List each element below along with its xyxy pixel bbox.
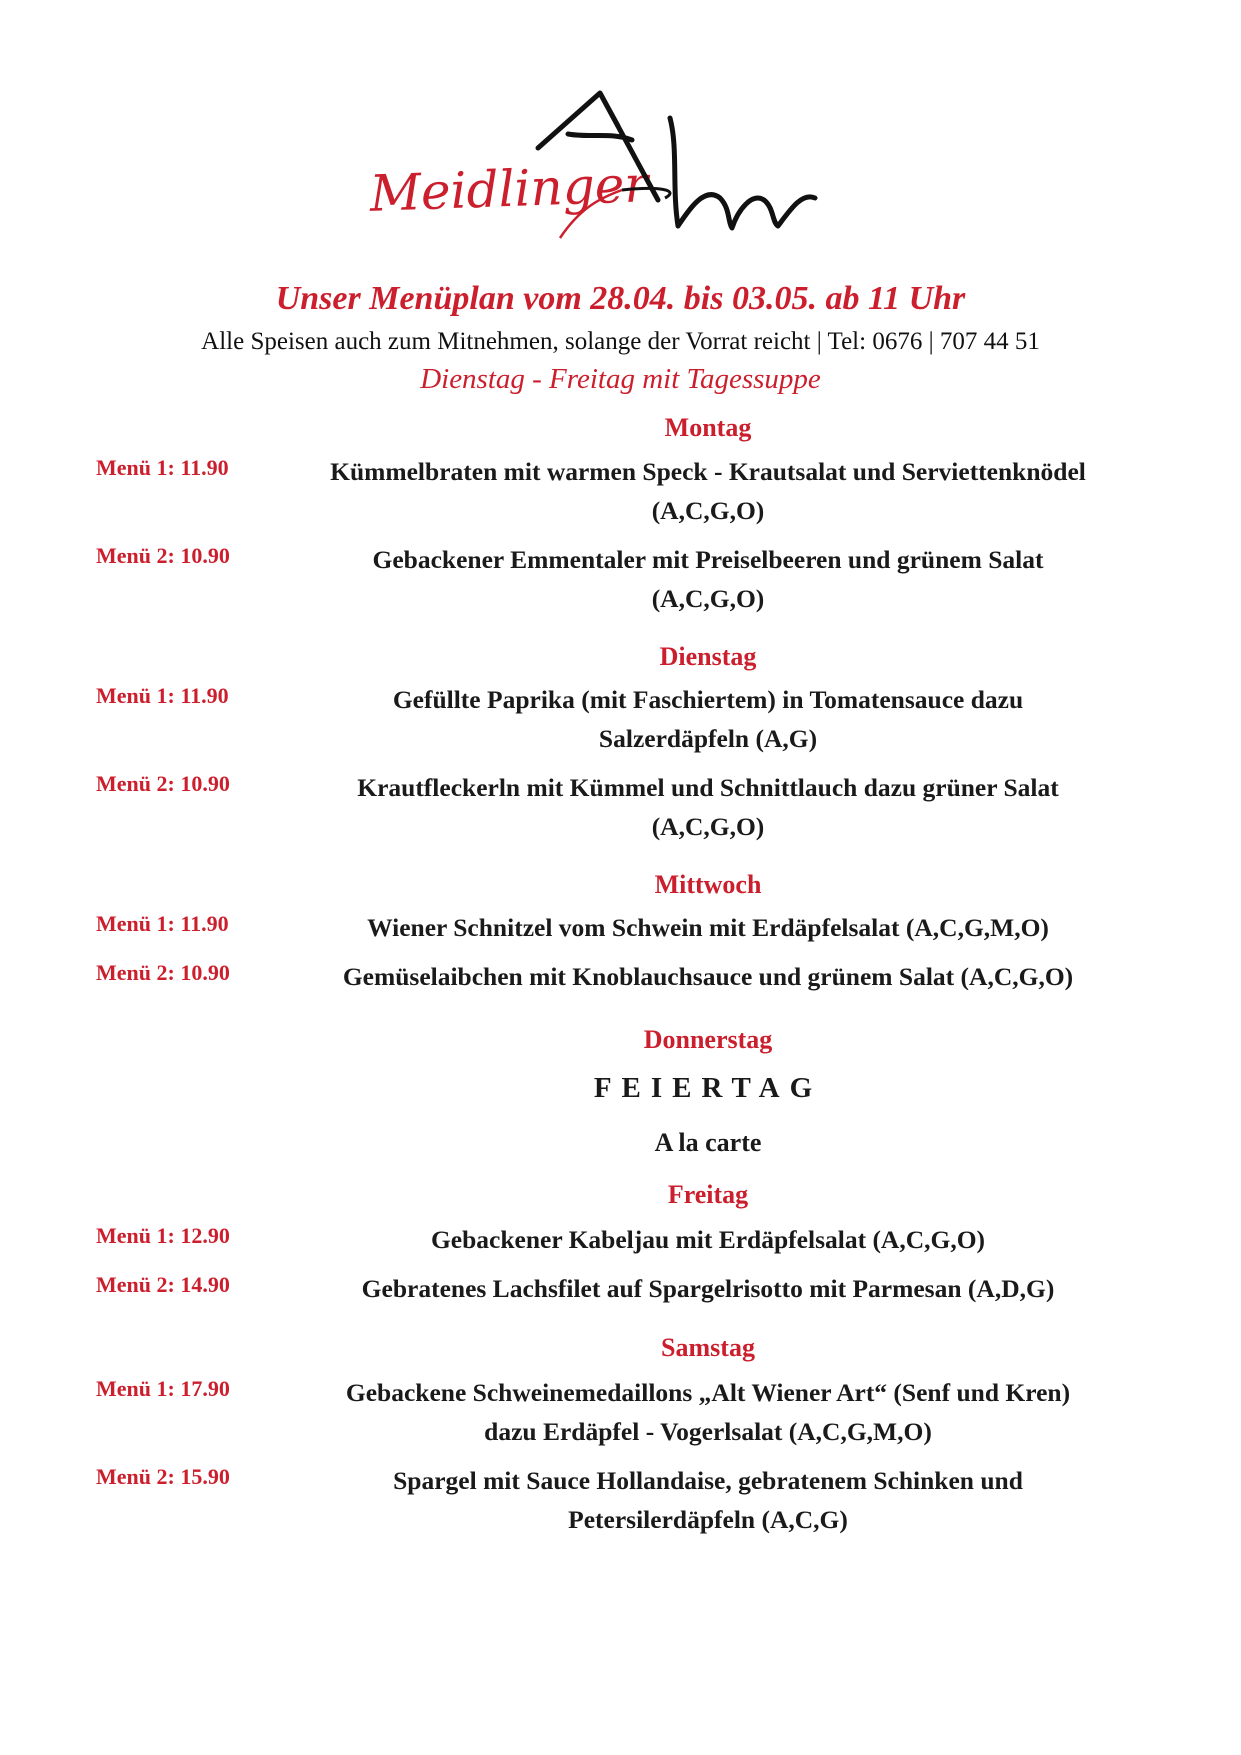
logo-script-text: Meidlinger xyxy=(368,155,650,223)
dish-description xyxy=(258,1373,1158,1451)
dish-line: Wiener Schnitzel vom Schwein mit Erdäpfelsalat (A,C,G,M,O) xyxy=(367,913,1049,942)
logo-mark-text: Alm xyxy=(360,88,362,89)
dish-line: dazu Erdäpfel - Vogerlsalat (A,C,G,M,O) xyxy=(484,1417,932,1446)
menu-label: Menü 1: 11.90 xyxy=(96,911,229,936)
menu-label: Menü 1: 12.90 xyxy=(96,1223,230,1248)
menu-label: Menü 1: 11.90 xyxy=(96,455,229,480)
menu-label: Menü 1: 17.90 xyxy=(96,1376,230,1401)
dish-description xyxy=(258,1269,1158,1308)
day-heading-samstag: Samstag xyxy=(661,1333,755,1362)
dish-line: Gebackener Kabeljau mit Erdäpfelsalat (A,C,G,O) xyxy=(430,1225,986,1254)
menu-label: Menü 1: 11.90 xyxy=(96,683,229,708)
day-heading-mittwoch: Mittwoch xyxy=(654,870,762,899)
dish-description xyxy=(258,957,1158,996)
day-heading-freitag: Freitag xyxy=(667,1180,749,1209)
dish-line: Gebratenes Lachsfilet auf Spargelrisotto mit Parmesan (A,D,G) xyxy=(361,1274,1055,1303)
dish-line: Spargel mit Sauce Hollandaise, gebratenem Schinken und xyxy=(393,1466,1023,1495)
takeaway-and-phone-note: Alle Speisen auch zum Mitnehmen, solange der Vorrat reicht | Tel: 0676 | 707 44 51 xyxy=(201,328,1040,355)
menu-title: Unser Menüplan vom 28.04. bis 03.05. ab 11 Uhr xyxy=(275,280,966,317)
dish-line: Krautfleckerln mit Kümmel und Schnittlauch dazu grüner Salat xyxy=(357,773,1059,802)
dish-description xyxy=(258,452,1158,530)
dish-description xyxy=(258,1220,1158,1259)
a-la-carte-note: A la carte xyxy=(654,1128,762,1157)
dish-line: Salzerdäpfeln (A,G) xyxy=(598,724,818,753)
dish-description xyxy=(258,908,1158,947)
dish-description xyxy=(258,1461,1158,1539)
dish-line: Petersilerdäpfeln (A,C,G) xyxy=(568,1505,848,1534)
menu-label: Menü 2: 14.90 xyxy=(96,1272,230,1297)
logo-lm-script xyxy=(670,118,815,228)
day-heading-dienstag: Dienstag xyxy=(659,642,757,671)
dish-description xyxy=(258,768,1158,846)
dish-line: Kümmelbraten mit warmen Speck - Krautsalat und Serviettenknödel xyxy=(330,457,1086,486)
day-heading-montag: Montag xyxy=(664,413,752,442)
menu-label: Menü 2: 15.90 xyxy=(96,1464,230,1489)
dish-allergens: (A,C,G,O) xyxy=(651,812,765,841)
dish-line: Gebackener Emmentaler mit Preiselbeeren und grünem Salat xyxy=(372,545,1044,574)
dish-line: Gebackene Schweinemedaillons „Alt Wiener Art“ (Senf und Kren) xyxy=(345,1378,1071,1407)
dish-description xyxy=(258,540,1158,618)
day-heading-donnerstag: Donnerstag xyxy=(643,1025,773,1054)
holiday-label: FEIERTAG xyxy=(593,1072,823,1104)
dish-allergens: (A,C,G,O) xyxy=(651,496,765,525)
meidlinger-alm-logo xyxy=(360,88,880,263)
dish-allergens: (A,C,G,O) xyxy=(651,584,765,613)
daily-soup-note: Dienstag - Freitag mit Tagessuppe xyxy=(420,363,821,395)
dish-line: Gemüselaibchen mit Knoblauchsauce und grünem Salat (A,C,G,O) xyxy=(342,962,1074,991)
dish-line: Gefüllte Paprika (mit Faschiertem) in Tomatensauce dazu xyxy=(392,685,1024,714)
dish-description xyxy=(258,680,1158,758)
menu-label: Menü 2: 10.90 xyxy=(96,960,230,985)
menu-label: Menü 2: 10.90 xyxy=(96,543,230,568)
menu-label: Menü 2: 10.90 xyxy=(96,771,230,796)
